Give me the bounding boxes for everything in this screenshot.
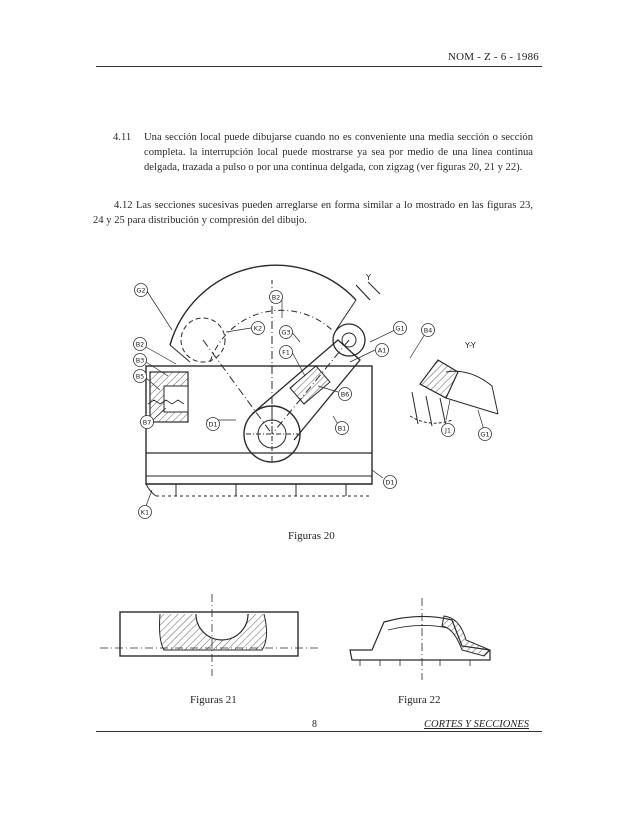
svg-text:B2: B2 xyxy=(135,340,145,349)
chapter-title: CORTES Y SECCIONES xyxy=(424,719,530,730)
svg-text:B3: B3 xyxy=(135,356,145,365)
svg-text:D1: D1 xyxy=(208,420,218,429)
svg-text:F1: F1 xyxy=(282,348,290,357)
figure-21-caption: Figuras 21 xyxy=(190,694,237,706)
svg-text:D1: D1 xyxy=(385,478,395,487)
svg-text:B1: B1 xyxy=(337,424,347,433)
svg-text:G1: G1 xyxy=(395,324,405,333)
svg-text:B6: B6 xyxy=(340,390,350,399)
svg-text:K2: K2 xyxy=(253,324,263,333)
figure-20-drawing xyxy=(142,265,498,506)
figure-21-drawing xyxy=(100,594,320,676)
section-text: Las secciones sucesivas pueden arreglarse en forma similar a lo mostrado en las figuras 23, 24 y 25 para distribución y compresión del dibujo. xyxy=(93,200,533,226)
callout-label xyxy=(207,418,220,431)
figure-22-caption: Figura 22 xyxy=(398,694,441,706)
svg-text:J1: J1 xyxy=(444,426,452,435)
svg-text:G2: G2 xyxy=(136,286,146,295)
section-number: 4.11 xyxy=(113,132,132,143)
callout-label xyxy=(336,422,349,435)
section-view-label: Y-Y xyxy=(465,341,476,350)
svg-text:B2: B2 xyxy=(271,293,281,302)
document-code: NOM - Z - 6 - 1986 xyxy=(448,51,539,63)
svg-text:B5: B5 xyxy=(135,372,145,381)
cut-plane-label: Y xyxy=(366,273,371,282)
callout-label xyxy=(270,291,283,304)
callout-label xyxy=(134,354,147,367)
svg-text:B7: B7 xyxy=(142,418,152,427)
footer-rule xyxy=(96,731,542,732)
callout-label xyxy=(339,388,352,401)
callout-label xyxy=(422,324,435,337)
callout-label xyxy=(280,326,293,339)
page-number: 8 xyxy=(312,719,317,730)
callout-label xyxy=(252,322,265,335)
section-text: Una sección local puede dibujarse cuando no es conveniente una media sección o sección completa. la interrupción local puede mostrarse ya sea por medio de una línea continua delgada, trazada a pulso o por una continua delgada, con zigzag (ver figuras 20, 21 y 22). xyxy=(144,132,533,173)
callout-label xyxy=(394,322,407,335)
callout-label xyxy=(442,424,455,437)
callout-label xyxy=(280,346,293,359)
section-number: 4.12 xyxy=(114,200,133,211)
callout-label xyxy=(139,506,152,519)
svg-text:G3: G3 xyxy=(281,328,291,337)
callout-label xyxy=(135,284,148,297)
callout-label xyxy=(141,416,154,429)
figure-20-caption: Figuras 20 xyxy=(288,530,335,542)
figure-22-drawing xyxy=(350,598,490,680)
callout-label xyxy=(384,476,397,489)
callout-label xyxy=(134,338,147,351)
callout-label xyxy=(376,344,389,357)
svg-text:B4: B4 xyxy=(423,326,433,335)
svg-text:K1: K1 xyxy=(140,508,150,517)
callout-label xyxy=(134,370,147,383)
svg-text:G1: G1 xyxy=(480,430,490,439)
callout-label xyxy=(479,428,492,441)
svg-text:A1: A1 xyxy=(377,346,387,355)
